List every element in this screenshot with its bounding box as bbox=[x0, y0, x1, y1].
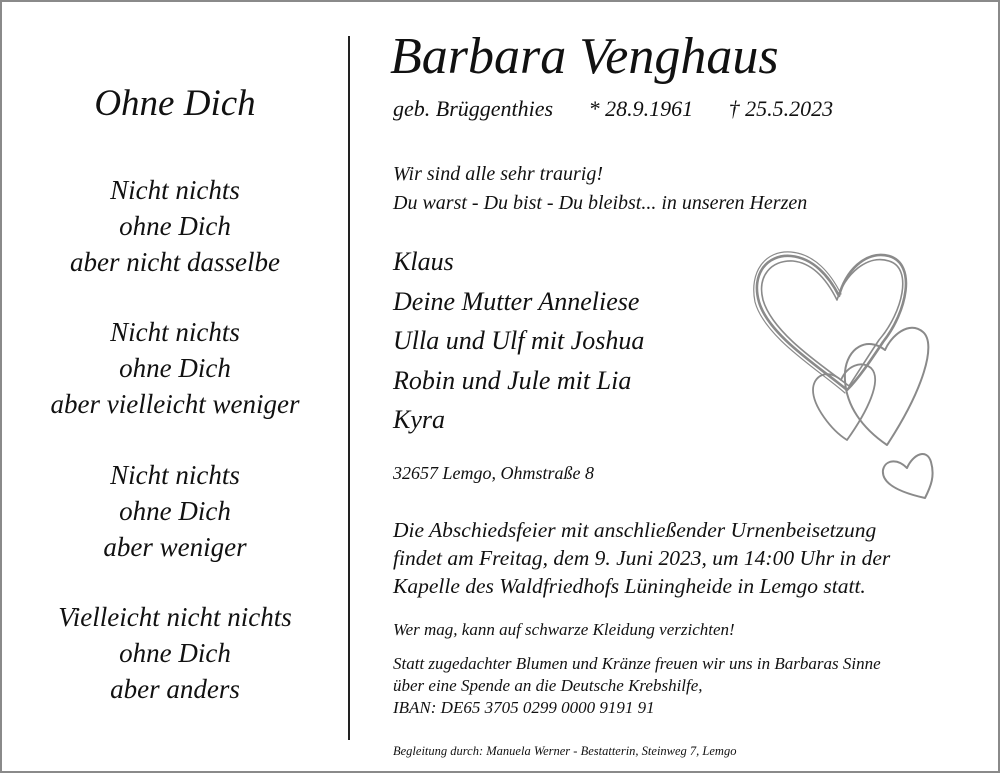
poem-line: aber weniger bbox=[103, 532, 247, 562]
poem-stanza-2 bbox=[2, 314, 348, 422]
ceremony-line: findet am Freitag, dem 9. Juni 2023, um 14:00 Uhr in der bbox=[393, 546, 891, 570]
poem-stanza-4 bbox=[2, 599, 348, 707]
mourner-name: Kyra bbox=[393, 405, 445, 434]
message-line: Wir sind alle sehr traurig! bbox=[393, 163, 604, 185]
poem-line: ohne Dich bbox=[119, 638, 231, 668]
birth-name: geb. Brüggenthies bbox=[393, 96, 554, 121]
life-dates bbox=[393, 94, 833, 124]
funeral-director-footer: Begleitung durch: Manuela Werner - Bestatterin, Steinweg 7, Lemgo bbox=[393, 744, 737, 758]
poem-line: Vielleicht nicht nichts bbox=[58, 602, 292, 632]
ceremony-line: Die Abschiedsfeier mit anschließender Urnenbeisetzung bbox=[393, 518, 877, 542]
donation-info bbox=[393, 653, 881, 719]
poem-line: Nicht nichts bbox=[110, 317, 240, 347]
death-date: † 25.5.2023 bbox=[728, 96, 834, 121]
poem-stanza-1 bbox=[2, 172, 348, 280]
condolence-message bbox=[393, 160, 807, 218]
poem-line: aber anders bbox=[110, 674, 240, 704]
poem-line: aber vielleicht weniger bbox=[50, 389, 300, 419]
ceremony-info bbox=[393, 516, 890, 600]
dress-note: Wer mag, kann auf schwarze Kleidung verzichten! bbox=[393, 620, 735, 639]
deceased-name: Barbara Venghaus bbox=[390, 28, 779, 85]
donation-line: Statt zugedachter Blumen und Kränze freuen wir uns in Barbaras Sinne bbox=[393, 654, 881, 673]
address: 32657 Lemgo, Ohmstraße 8 bbox=[393, 463, 594, 483]
poem-title: Ohne Dich bbox=[94, 83, 256, 124]
poem-line: aber nicht dasselbe bbox=[70, 247, 280, 277]
poem-line: ohne Dich bbox=[119, 496, 231, 526]
poem-line: ohne Dich bbox=[119, 353, 231, 383]
poem-line: ohne Dich bbox=[119, 211, 231, 241]
mourner-name: Robin und Jule mit Lia bbox=[393, 365, 632, 395]
poem-line: Nicht nichts bbox=[110, 175, 240, 205]
mourner-name: Ulla und Ulf mit Joshua bbox=[393, 326, 645, 355]
poem-line: Nicht nichts bbox=[110, 460, 240, 490]
mourner-name: Deine Mutter Anneliese bbox=[393, 286, 640, 316]
donation-line: über eine Spende an die Deutsche Krebshilfe, bbox=[393, 676, 703, 695]
mourners-list bbox=[393, 242, 644, 440]
mourner-name: Klaus bbox=[393, 247, 454, 276]
donation-iban: IBAN: DE65 3705 0299 0000 9191 91 bbox=[393, 698, 655, 717]
poem-stanza-3 bbox=[2, 457, 348, 565]
birth-date: * 28.9.1961 bbox=[588, 96, 694, 121]
ceremony-line: Kapelle des Waldfriedhofs Lüningheide in Lemgo statt. bbox=[393, 574, 866, 598]
vertical-divider bbox=[348, 36, 350, 740]
hand-drawn-hearts-icon bbox=[747, 240, 947, 510]
message-line: Du warst - Du bist - Du bleibst... in unseren Herzen bbox=[393, 192, 808, 214]
